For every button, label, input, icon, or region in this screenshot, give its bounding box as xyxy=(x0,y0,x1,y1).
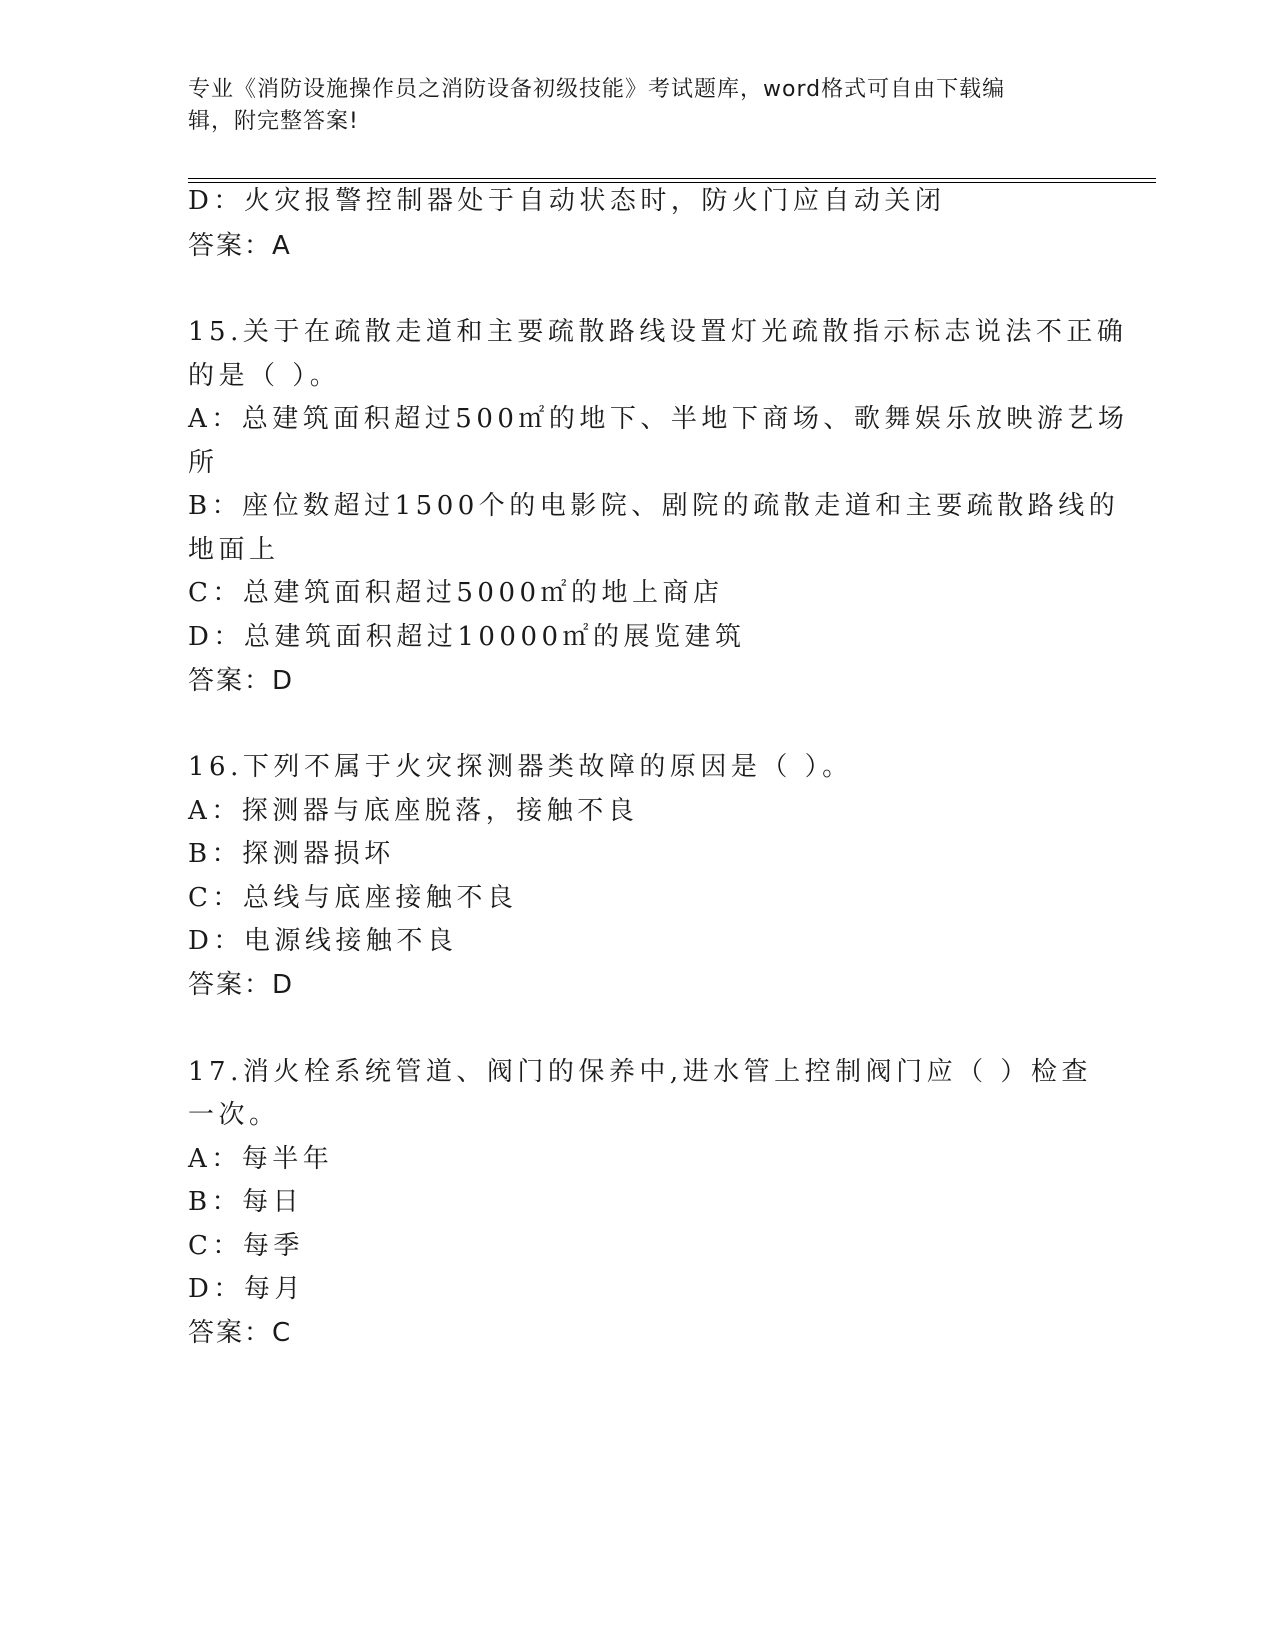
q16-option-b: B：探测器损坏 xyxy=(188,839,395,869)
q17-option-a: A：每半年 xyxy=(188,1144,334,1174)
q15-option-c: C：总建筑面积超过5000㎡的地上商店 xyxy=(188,578,724,608)
q17-stem-line-2: 一次。 xyxy=(188,1100,280,1130)
prev-option-d: D：火灾报警控制器处于自动状态时，防火门应自动关闭 xyxy=(188,186,946,216)
header-line-2: 辑，附完整答案! xyxy=(188,109,359,134)
q15-option-a: A：总建筑面积超过500㎡的地下、半地下商场、歌舞娱乐放映游艺场 xyxy=(188,404,1129,434)
q16-stem: 16.下列不属于火灾探测器类故障的原因是（ ）。 xyxy=(188,752,853,782)
q17-option-d: D：每月 xyxy=(188,1274,305,1304)
header-divider-bottom xyxy=(188,182,1156,183)
q15-option-d: D：总建筑面积超过10000㎡的展览建筑 xyxy=(188,622,746,652)
q16-option-c: C：总线与底座接触不良 xyxy=(188,883,518,913)
q17-option-c: C：每季 xyxy=(188,1231,304,1261)
q15-answer: 答案：D xyxy=(188,666,295,696)
document-header xyxy=(188,74,1068,138)
q15-option-a-cont: 所 xyxy=(188,448,219,478)
header-line-1: 专业《消防设施操作员之消防设备初级技能》考试题库，word格式可自由下载编 xyxy=(188,77,1006,102)
q15-stem-line-1: 15.关于在疏散走道和主要疏散路线设置灯光疏散指示标志说法不正确 xyxy=(188,317,1128,347)
q17-stem-line-1: 17.消火栓系统管道、阀门的保养中,进水管上控制阀门应（ ）检查 xyxy=(188,1057,1092,1087)
q17-option-b: B：每日 xyxy=(188,1187,304,1217)
prev-answer: 答案：A xyxy=(188,231,292,261)
header-divider-top xyxy=(188,178,1156,179)
q15-option-b-cont: 地面上 xyxy=(188,535,280,565)
q15-stem-line-2: 的是（ ）。 xyxy=(188,361,341,391)
q17-answer: 答案：C xyxy=(188,1318,293,1348)
q15-option-b: B：座位数超过1500个的电影院、剧院的疏散走道和主要疏散路线的 xyxy=(188,491,1120,521)
q16-option-a: A：探测器与底座脱落，接触不良 xyxy=(188,796,639,826)
q16-option-d: D：电源线接触不良 xyxy=(188,926,458,956)
q16-answer: 答案：D xyxy=(188,970,295,1000)
